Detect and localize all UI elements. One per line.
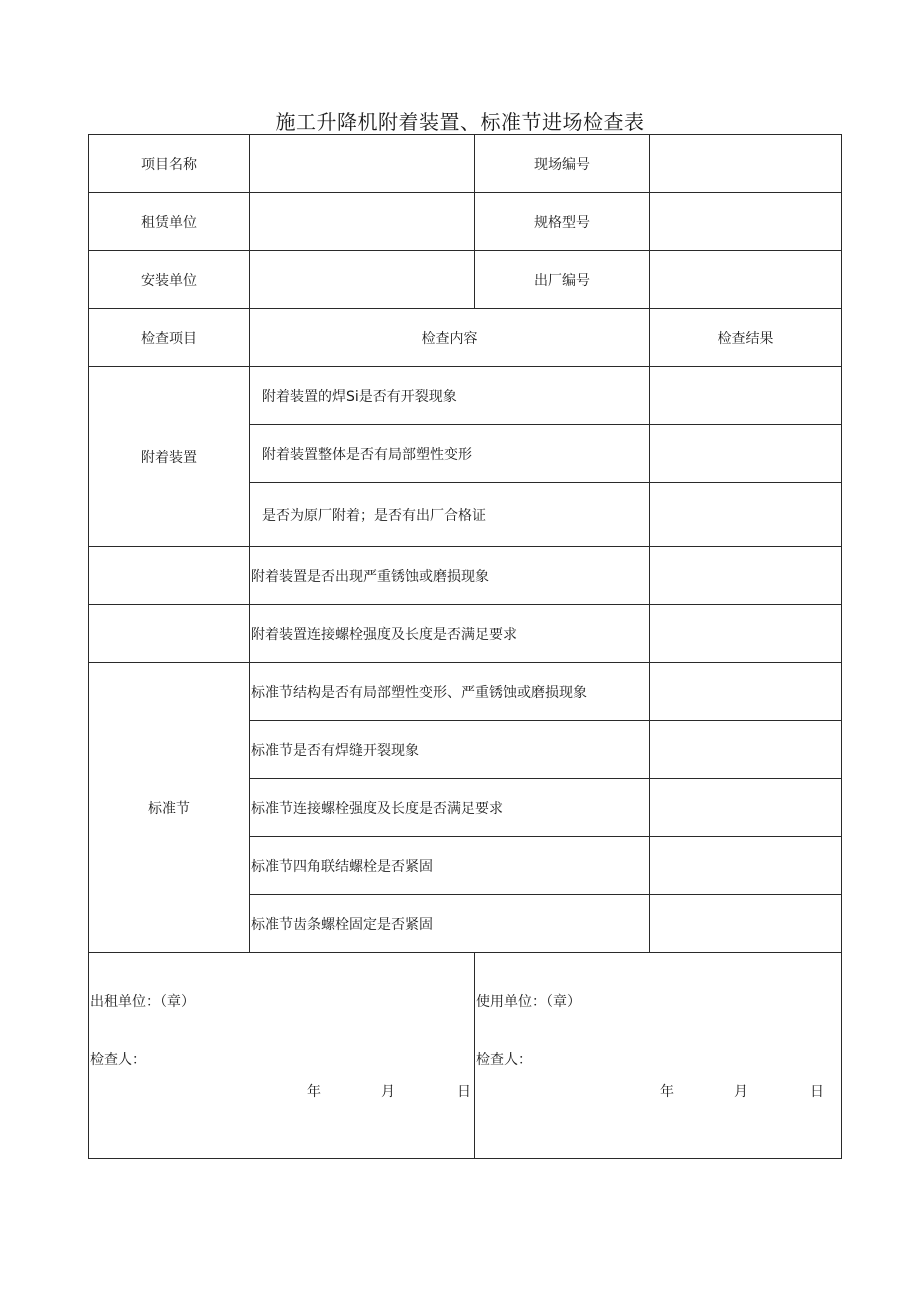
header-result: 检查结果 [650, 309, 842, 367]
header-item: 检查项目 [89, 309, 250, 367]
group-label-empty [89, 605, 250, 663]
factory-no-label: 出厂编号 [475, 251, 650, 309]
group-label-empty [89, 547, 250, 605]
result-cell[interactable] [650, 605, 842, 663]
check-item: 是否为原厂附着；是否有出厂合格证 [250, 483, 650, 547]
result-cell[interactable] [650, 837, 842, 895]
check-row [89, 605, 842, 663]
form-title: 施工升降机附着装置、标准节进场检查表 [275, 110, 645, 134]
info-row-lessor [89, 193, 842, 251]
lessor-label: 租赁单位 [89, 193, 250, 251]
lessor-date-year: 年 [307, 1084, 321, 1100]
result-cell[interactable] [650, 663, 842, 721]
check-item: 标准节齿条螺栓固定是否紧固 [250, 895, 650, 953]
installer-label: 安装单位 [89, 251, 250, 309]
result-cell[interactable] [650, 895, 842, 953]
user-date-day: 日 [810, 1084, 824, 1100]
check-row [89, 367, 842, 425]
check-item: 标准节连接螺栓强度及长度是否满足要求 [250, 779, 650, 837]
check-item: 附着装置整体是否有局部塑性变形 [250, 425, 650, 483]
header-content: 检查内容 [250, 309, 650, 367]
project-name-field[interactable] [250, 135, 475, 193]
lessor-field[interactable] [250, 193, 475, 251]
result-cell[interactable] [650, 483, 842, 547]
check-item: 附着装置的焊Si是否有开裂现象 [250, 367, 650, 425]
signature-row [89, 953, 842, 1159]
check-item: 附着装置是否出现严重锈蚀或磨损现象 [250, 547, 650, 605]
result-cell[interactable] [650, 779, 842, 837]
check-item: 标准节四角联结螺栓是否紧固 [250, 837, 650, 895]
model-field[interactable] [650, 193, 842, 251]
check-row [89, 547, 842, 605]
group-label-standard-section: 标准节 [89, 663, 250, 953]
check-item: 附着装置连接螺栓强度及长度是否满足要求 [250, 605, 650, 663]
site-no-field[interactable] [650, 135, 842, 193]
header-row [89, 309, 842, 367]
check-row [89, 663, 842, 721]
check-item: 标准节是否有焊缝开裂现象 [250, 721, 650, 779]
site-no-label: 现场编号 [475, 135, 650, 193]
info-row-installer [89, 251, 842, 309]
inspection-table [88, 134, 842, 1159]
user-signature-block[interactable] [475, 953, 842, 1159]
factory-no-field[interactable] [650, 251, 842, 309]
info-row-project [89, 135, 842, 193]
result-cell[interactable] [650, 721, 842, 779]
model-label: 规格型号 [475, 193, 650, 251]
result-cell[interactable] [650, 547, 842, 605]
result-cell[interactable] [650, 425, 842, 483]
lessor-signature-block[interactable] [89, 953, 475, 1159]
check-item: 标准节结构是否有局部塑性变形、严重锈蚀或磨损现象 [250, 663, 650, 721]
lessor-date-day: 日 [457, 1084, 471, 1100]
user-inspector-label: 检查人： [476, 1052, 532, 1068]
lessor-unit-label: 出租单位：（章） [90, 994, 195, 1010]
lessor-date-month: 月 [381, 1084, 395, 1100]
user-unit-label: 使用单位：（章） [476, 994, 581, 1010]
lessor-inspector-label: 检查人： [90, 1052, 146, 1068]
installer-field[interactable] [250, 251, 475, 309]
project-name-label: 项目名称 [89, 135, 250, 193]
result-cell[interactable] [650, 367, 842, 425]
group-label-attachment: 附着装置 [89, 367, 250, 547]
user-date-month: 月 [734, 1084, 748, 1100]
user-date-year: 年 [660, 1084, 674, 1100]
